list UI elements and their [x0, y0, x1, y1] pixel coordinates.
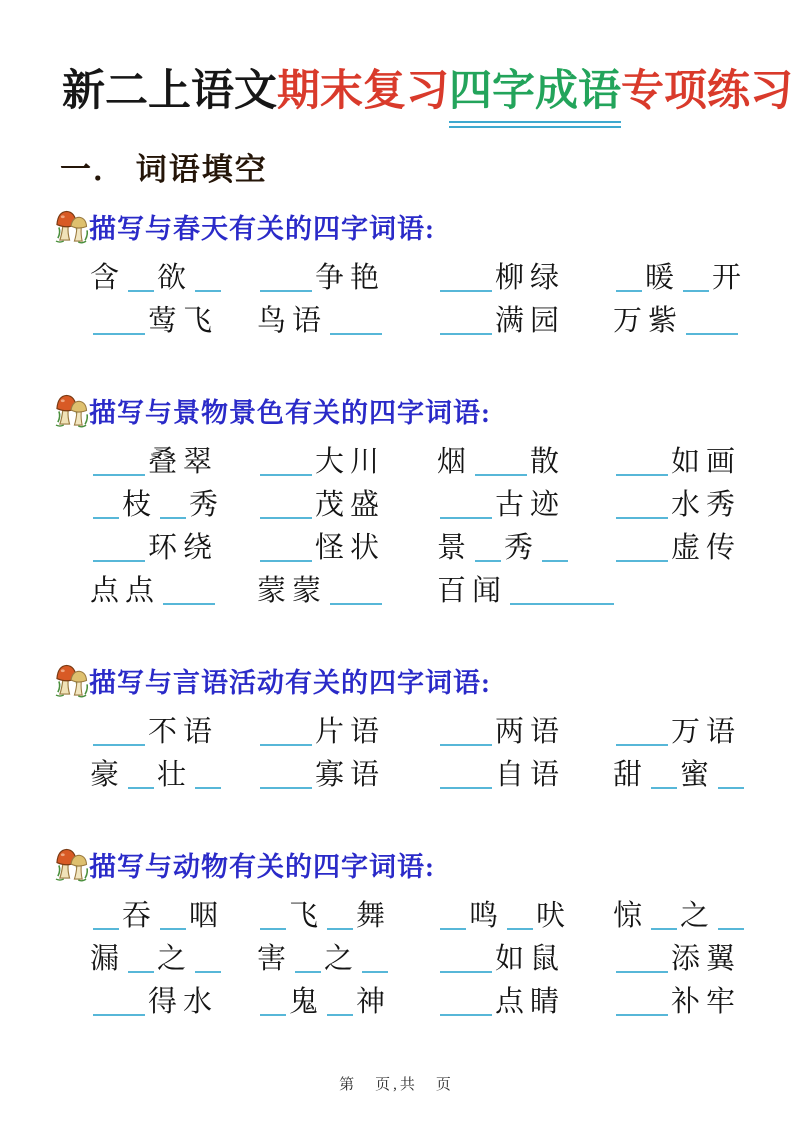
idiom-text: 百闻	[437, 574, 508, 607]
idiom-item	[437, 441, 613, 484]
fill-in-blank	[651, 760, 677, 789]
idiom-text: 秀	[504, 531, 540, 564]
section-header	[60, 665, 741, 701]
idiom-item	[437, 938, 613, 981]
idiom-item	[613, 895, 747, 938]
idiom-item	[437, 257, 613, 300]
idiom-section	[60, 665, 741, 797]
title-segment: 新二上语文	[62, 68, 277, 115]
mushroom-icon	[55, 208, 88, 245]
idiom-text: 吞	[122, 899, 158, 932]
idiom-item	[437, 754, 613, 797]
idiom-item	[90, 484, 257, 527]
fill-in-blank	[440, 901, 466, 930]
fill-in-blank	[93, 490, 119, 519]
idiom-text: 蒙蒙	[257, 574, 328, 607]
idiom-text: 秀	[189, 488, 225, 521]
idiom-text: 飞	[289, 899, 325, 932]
idiom-item	[437, 300, 613, 343]
section-rows	[60, 711, 741, 797]
idiom-item	[437, 527, 613, 570]
idiom-item	[90, 981, 257, 1024]
idiom-text: 寡语	[315, 758, 386, 791]
fill-in-blank	[616, 447, 668, 476]
idiom-item	[90, 938, 257, 981]
fill-in-blank	[327, 987, 353, 1016]
idiom-item	[90, 895, 257, 938]
idiom-text: 自语	[495, 758, 566, 791]
fill-in-blank	[440, 944, 492, 973]
idiom-text: 两语	[495, 715, 566, 748]
word-row	[90, 441, 741, 484]
fill-in-blank	[440, 306, 492, 335]
idiom-text: 得水	[148, 985, 219, 1018]
word-row	[90, 484, 741, 527]
idiom-text: 舞	[356, 899, 392, 932]
fill-in-blank	[93, 306, 145, 335]
fill-in-blank	[160, 901, 186, 930]
fill-in-blank	[260, 760, 312, 789]
fill-in-blank	[93, 987, 145, 1016]
fill-in-blank	[616, 987, 668, 1016]
fill-in-blank	[128, 263, 154, 292]
idiom-text: 暖	[645, 261, 681, 294]
fill-in-blank	[475, 533, 501, 562]
idiom-item	[257, 257, 437, 300]
fill-in-blank	[260, 533, 312, 562]
idiom-item	[437, 895, 613, 938]
idiom-text: 惊	[613, 899, 649, 932]
idiom-item	[613, 981, 741, 1024]
idiom-item	[257, 527, 437, 570]
fill-in-blank	[330, 306, 382, 335]
idiom-item	[90, 257, 257, 300]
fill-in-blank	[718, 901, 744, 930]
word-row	[90, 570, 741, 613]
fill-in-blank	[163, 576, 215, 605]
fill-in-blank	[195, 263, 221, 292]
fill-in-blank	[683, 263, 709, 292]
idiom-text: 片语	[315, 715, 386, 748]
fill-in-blank	[195, 760, 221, 789]
fill-in-blank	[510, 576, 614, 605]
section-header-text: 描写与言语活动有关的四字词语:	[89, 667, 491, 698]
idiom-section	[60, 849, 741, 1024]
idiom-item	[437, 484, 613, 527]
idiom-item	[257, 711, 437, 754]
fill-in-blank	[260, 447, 312, 476]
fill-in-blank	[440, 717, 492, 746]
word-row	[90, 938, 741, 981]
idiom-text: 环绕	[148, 531, 219, 564]
fill-in-blank	[616, 944, 668, 973]
idiom-item	[257, 981, 437, 1024]
idiom-text: 甜	[613, 758, 649, 791]
word-row	[90, 257, 748, 300]
idiom-item	[613, 938, 741, 981]
fill-in-blank	[718, 760, 744, 789]
idiom-item	[257, 570, 437, 613]
idiom-text: 万紫	[613, 304, 684, 337]
idiom-text: 补牢	[671, 985, 742, 1018]
fill-in-blank	[93, 447, 145, 476]
section-header	[60, 211, 741, 247]
idiom-item	[613, 300, 741, 343]
idiom-text: 咽	[189, 899, 225, 932]
fill-in-blank	[686, 306, 738, 335]
idiom-item	[613, 754, 747, 797]
idiom-text: 鸟语	[257, 304, 328, 337]
idiom-item	[90, 441, 257, 484]
idiom-text: 叠翠	[148, 445, 219, 478]
idiom-text: 添翼	[671, 942, 742, 975]
fill-in-blank	[260, 490, 312, 519]
idiom-text: 壮	[157, 758, 193, 791]
idiom-text: 豪	[90, 758, 126, 791]
page-title	[62, 64, 793, 128]
idiom-item	[257, 441, 437, 484]
idiom-text: 不语	[148, 715, 219, 748]
fill-in-blank	[93, 717, 145, 746]
idiom-text: 满园	[495, 304, 566, 337]
idiom-text: 万语	[671, 715, 742, 748]
idiom-item	[437, 711, 613, 754]
idiom-item	[613, 257, 747, 300]
fill-in-blank	[128, 760, 154, 789]
idiom-text: 之	[680, 899, 716, 932]
idiom-item	[437, 981, 613, 1024]
idiom-text: 蜜	[680, 758, 716, 791]
idiom-text: 争艳	[315, 261, 386, 294]
idiom-item	[257, 754, 437, 797]
idiom-text: 之	[324, 942, 360, 975]
word-row	[90, 527, 741, 570]
fill-in-blank	[616, 490, 668, 519]
word-row	[90, 895, 741, 938]
fill-in-blank	[542, 533, 568, 562]
fill-in-blank	[475, 447, 527, 476]
word-row	[90, 711, 741, 754]
section-header-text: 描写与景物景色有关的四字词语:	[89, 397, 491, 428]
title-segment: 专项练习	[621, 68, 793, 115]
idiom-item	[90, 711, 257, 754]
idiom-text: 如画	[671, 445, 742, 478]
fill-in-blank	[440, 760, 492, 789]
idiom-text: 吠	[536, 899, 572, 932]
fill-in-blank	[160, 490, 186, 519]
word-row	[90, 754, 741, 797]
fill-in-blank	[128, 944, 154, 973]
mushroom-icon	[55, 846, 88, 883]
idiom-text: 漏	[90, 942, 126, 975]
fill-in-blank	[362, 944, 388, 973]
idiom-item	[257, 938, 437, 981]
fill-in-blank	[440, 263, 492, 292]
sections-container	[60, 211, 748, 1024]
idiom-item	[257, 300, 437, 343]
idiom-item	[257, 484, 437, 527]
idiom-text: 欲	[157, 261, 193, 294]
fill-in-blank	[260, 901, 286, 930]
fill-in-blank	[651, 901, 677, 930]
idiom-text: 柳绿	[495, 261, 566, 294]
idiom-item	[90, 300, 257, 343]
fill-in-blank	[195, 944, 221, 973]
exercise-heading: 一． 词语填空	[60, 151, 268, 187]
section-header-text: 描写与春天有关的四字词语:	[89, 213, 435, 244]
page-footer: 第 页,共 页	[339, 1077, 454, 1093]
idiom-text: 古迹	[495, 488, 566, 521]
idiom-item	[90, 527, 257, 570]
section-header	[60, 849, 741, 885]
fill-in-blank	[616, 263, 642, 292]
idiom-section	[60, 211, 748, 343]
mushroom-icon	[55, 662, 88, 699]
idiom-text: 神	[356, 985, 392, 1018]
idiom-text: 怪状	[315, 531, 386, 564]
section-rows	[60, 895, 741, 1024]
fill-in-blank	[440, 490, 492, 519]
idiom-text: 景	[437, 531, 473, 564]
fill-in-blank	[260, 987, 286, 1016]
fill-in-blank	[93, 533, 145, 562]
idiom-text: 枝	[122, 488, 158, 521]
section-header	[60, 395, 741, 431]
idiom-text: 之	[157, 942, 193, 975]
idiom-item	[257, 895, 437, 938]
idiom-text: 含	[90, 261, 126, 294]
fill-in-blank	[93, 901, 119, 930]
section-rows	[60, 257, 748, 343]
fill-in-blank	[295, 944, 321, 973]
idiom-text: 大川	[315, 445, 386, 478]
fill-in-blank	[507, 901, 533, 930]
title-segment: 期末复习	[277, 68, 449, 115]
idiom-text: 鬼	[289, 985, 325, 1018]
idiom-text: 点睛	[495, 985, 566, 1018]
idiom-text: 莺飞	[148, 304, 219, 337]
fill-in-blank	[260, 263, 312, 292]
idiom-text: 烟	[437, 445, 473, 478]
mushroom-icon	[55, 392, 88, 429]
idiom-section	[60, 395, 741, 613]
idiom-item	[613, 711, 741, 754]
word-row	[90, 300, 741, 343]
idiom-text: 害	[257, 942, 293, 975]
idiom-text: 茂盛	[315, 488, 386, 521]
idiom-item	[613, 527, 741, 570]
idiom-text: 如鼠	[495, 942, 566, 975]
fill-in-blank	[616, 533, 668, 562]
fill-in-blank	[327, 901, 353, 930]
fill-in-blank	[616, 717, 668, 746]
section-header-text: 描写与动物有关的四字词语:	[89, 851, 435, 882]
idiom-item	[90, 754, 257, 797]
idiom-text: 点点	[90, 574, 161, 607]
idiom-text: 水秀	[671, 488, 742, 521]
idiom-item	[613, 441, 741, 484]
idiom-text: 鸣	[469, 899, 505, 932]
idiom-text: 开	[712, 261, 748, 294]
idiom-item	[613, 484, 741, 527]
idiom-item	[437, 570, 613, 613]
idiom-text: 散	[530, 445, 566, 478]
section-rows	[60, 441, 741, 613]
word-row	[90, 981, 741, 1024]
title-segment: 四字成语	[449, 64, 621, 128]
fill-in-blank	[260, 717, 312, 746]
fill-in-blank	[440, 987, 492, 1016]
idiom-text: 虚传	[671, 531, 742, 564]
idiom-item	[90, 570, 257, 613]
fill-in-blank	[330, 576, 382, 605]
